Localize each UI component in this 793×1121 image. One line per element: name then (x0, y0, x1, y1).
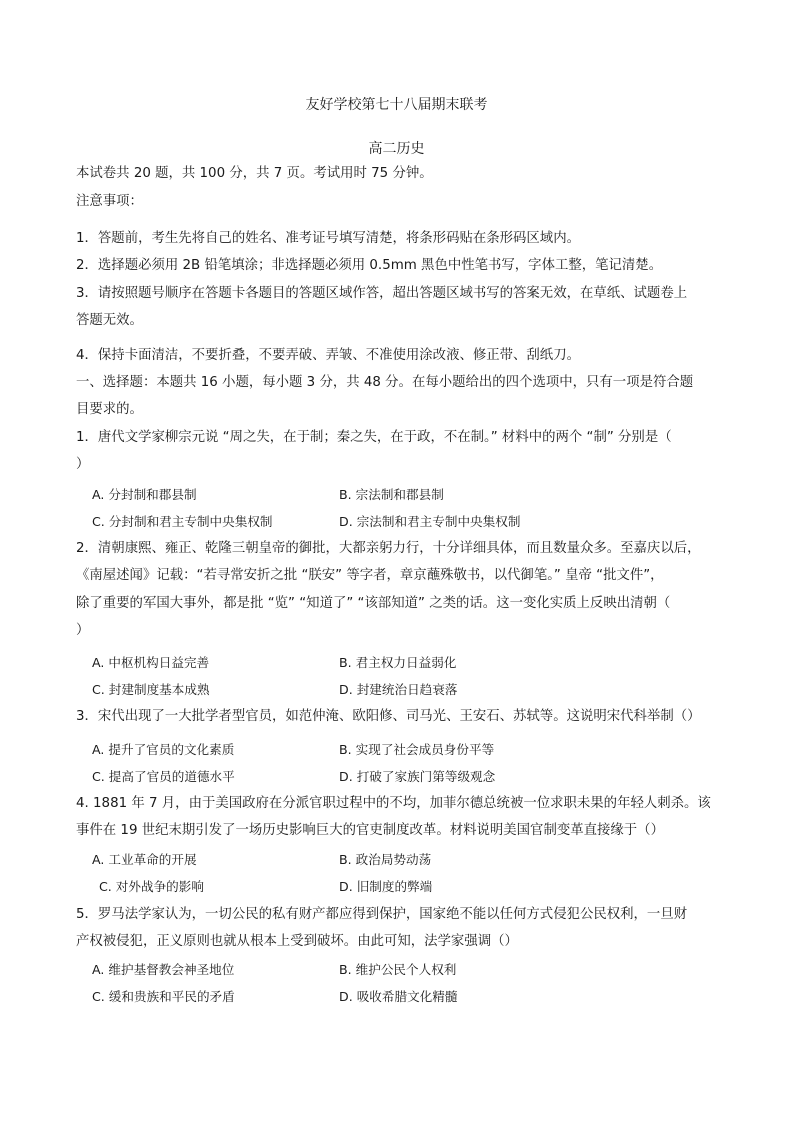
option-b: B. 实现了社会成员身份平等 (339, 742, 495, 757)
notice-line: 4．保持卡面清洁，不要折叠，不要弄破、弄皱、不准使用涂改液、修正带、刮纸刀。 (76, 348, 580, 363)
option-d: D. 宗法制和君主专制中央集权制 (339, 514, 521, 529)
question-stem: 4. 1881 年 7 月，由于美国政府在分派官职过程中的不均，加菲尔德总统被一位求职未果的年轻人刺杀。该 (76, 796, 711, 811)
option-b: B. 政治局势动荡 (339, 852, 432, 867)
exam-info: 本试卷共 20 题，共 100 分，共 7 页。考试用时 75 分钟。 (76, 166, 433, 181)
notice-line: 1．答题前，考生先将自己的姓名、准考证号填写清楚，将条形码贴在条形码区域内。 (76, 231, 580, 246)
exam-title: 友好学校第七十八届期末联考 (305, 97, 488, 113)
option-d: D. 旧制度的弊端 (339, 879, 433, 894)
option-d: D. 封建统治日趋衰落 (339, 682, 458, 697)
option-c: C. 封建制度基本成熟 (92, 682, 210, 697)
question-stem: 产权被侵犯，正义原则也就从根本上受到破坏。由此可知，法学家强调（） (76, 934, 518, 949)
option-b: B. 宗法制和郡县制 (339, 487, 444, 502)
section-heading: 一、选择题：本题共 16 小题，每小题 3 分，共 48 分。在每小题给出的四个选项中，只有一项是符合题 (76, 375, 694, 390)
option-b: B. 维护公民个人权利 (339, 962, 457, 977)
notice-line: 2．选择题必须用 2B 铅笔填涂；非选择题必须用 0.5mm 黑色中性笔书写，字体工整，笔记清楚。 (76, 258, 663, 273)
option-c: C. 对外战争的影响 (99, 879, 204, 894)
section-heading: 目要求的。 (76, 402, 143, 417)
notice-line: 3．请按照题号顺序在答题卡各题目的答题区域作答，超出答题区域书写的答案无效，在草纸、试题卷上 (76, 286, 688, 301)
notice-title: 注意事项： (76, 194, 143, 209)
option-c: C. 提高了官员的道德水平 (92, 769, 235, 784)
option-a: A. 中枢机构日益完善 (92, 655, 210, 670)
question-stem: 5．罗马法学家认为，一切公民的私有财产都应得到保护，国家绝不能以任何方式侵犯公民权利，一旦财 (76, 907, 688, 922)
option-a: A. 工业革命的开展 (92, 852, 197, 867)
option-a: A. 分封制和郡县制 (92, 487, 197, 502)
question-stem: 事件在 19 世纪末期引发了一场历史影响巨大的官吏制度改革。材料说明美国官制变革直接缘于（） (76, 823, 664, 838)
option-c: C. 分封制和君主专制中央集权制 (92, 514, 273, 529)
question-stem: ） (76, 457, 90, 472)
option-d: D. 打破了家族门第等级观念 (339, 769, 496, 784)
question-stem: 1．唐代文学家柳宗元说 “周之失，在于制；秦之失，在于政，不在制。” 材料中的两个 “制” 分别是（ (76, 430, 672, 445)
option-a: A. 维护基督教会神圣地位 (92, 962, 235, 977)
question-stem: 《南屋述闻》记载：“若寻常安折之批 “朕安” 等字者，章京蘸殊敬书，以代御笔。” 皇帝 “批文件”， (76, 568, 664, 583)
question-stem: 2．清朝康熙、雍正、乾隆三朝皇帝的御批，大都亲躬力行，十分详细具体，而且数量众多。至嘉庆以后， (76, 541, 701, 556)
option-d: D. 吸收希腊文化精髓 (339, 989, 458, 1004)
question-stem: 除了重要的军国大事外，都是批 “览” “知道了” “该部知道” 之类的话。这一变化实质上反映出清朝（ (76, 596, 671, 611)
option-a: A. 提升了官员的文化素质 (92, 742, 235, 757)
option-c: C. 缓和贵族和平民的矛盾 (92, 989, 235, 1004)
option-b: B. 君主权力日益弱化 (339, 655, 457, 670)
exam-subject: 高二历史 (368, 141, 425, 157)
notice-line: 答题无效。 (76, 313, 143, 328)
question-stem: 3．宋代出现了一大批学者型官员，如范仲淹、欧阳修、司马光、王安石、苏轼等。这说明宋代科举制（） (76, 709, 701, 724)
question-stem: ） (76, 623, 90, 638)
